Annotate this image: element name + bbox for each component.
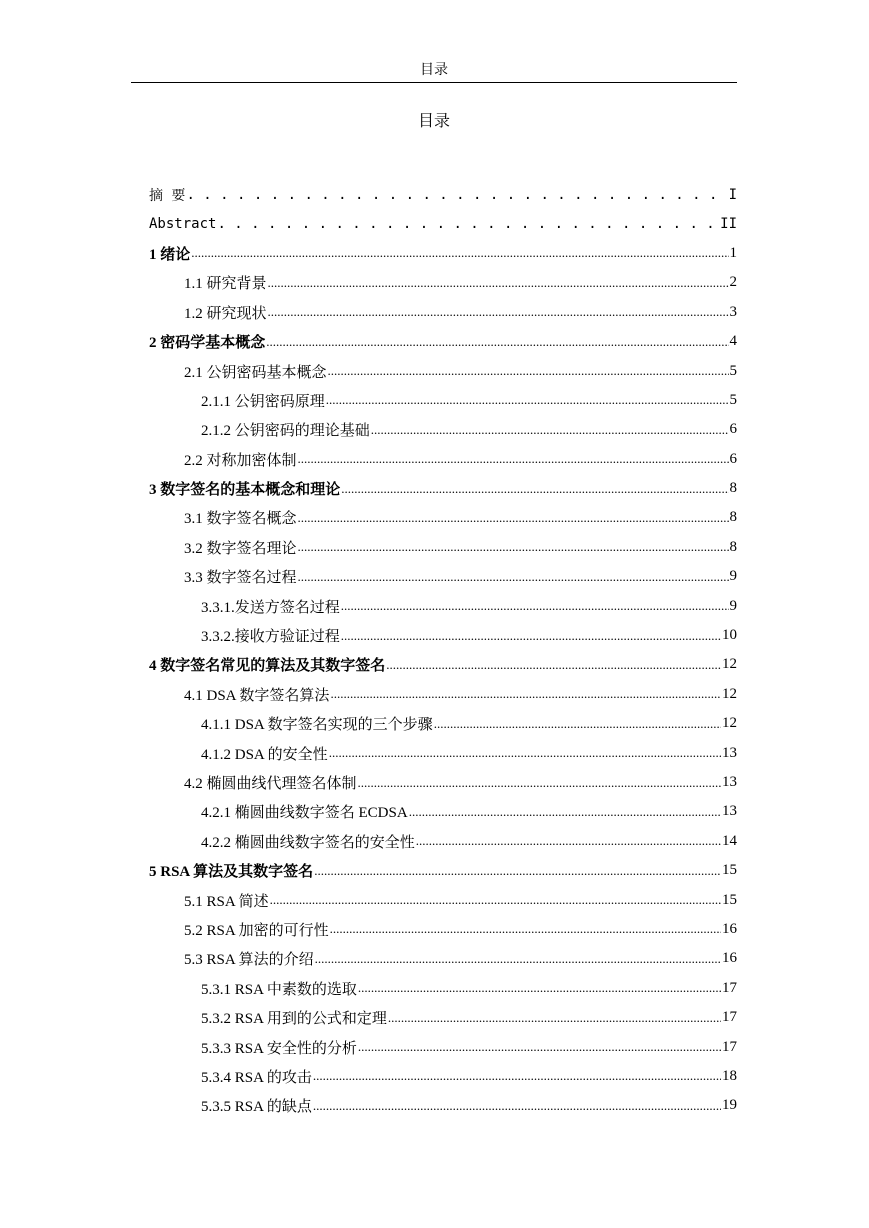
toc-dot-leader [191,245,728,261]
toc-entry-page: 17 [722,1038,737,1055]
toc-entry[interactable] [149,680,737,709]
toc-entry-title: 3.3.2.接收方验证过程 [201,629,340,646]
toc-dot-leader [371,422,729,438]
toc-entry[interactable] [149,797,737,826]
toc-entry[interactable] [149,591,737,620]
toc-entry-page: 12 [722,715,737,732]
toc-entry-page: 8 [729,509,737,526]
toc-entry-page: 6 [729,421,737,438]
toc-entry-page: 5 [729,362,737,379]
toc-dot-leader [386,657,721,673]
toc-entry-page: 9 [729,597,737,614]
toc-entry[interactable] [149,386,737,415]
toc-entry[interactable] [149,827,737,856]
toc-entry-title: 5.3.1 RSA 中素数的选取 [201,981,357,998]
toc-dot-leader [434,716,721,732]
toc-entry-title: 4.2.2 椭圆曲线数字签名的安全性 [201,834,415,851]
toc-entry-page: 12 [722,685,737,702]
toc-entry-title: 4.1 DSA 数字签名算法 [184,687,330,704]
toc-entry[interactable] [149,974,737,1003]
toc-entry[interactable] [149,621,737,650]
toc-entry-title: 4.1.1 DSA 数字签名实现的三个步骤 [201,717,433,734]
toc-dot-leader [313,1098,721,1114]
toc-entry-page: 6 [729,450,737,467]
toc-entry[interactable] [149,1091,737,1120]
toc-dot-leader [341,598,729,614]
toc-entry-page: 9 [729,568,737,585]
toc-entry-title: 摘 要 [149,187,186,204]
toc-entry[interactable] [149,268,737,297]
toc-entry-title: 2.2 对称加密体制 [184,452,297,469]
toc-dot-leader [314,863,721,879]
toc-dot-leader [315,951,721,967]
toc-dot-leader [326,392,729,408]
toc-entry[interactable] [149,445,737,474]
toc-entry-title: 2.1 公钥密码基本概念 [184,364,327,381]
toc-entry[interactable] [149,503,737,532]
toc-entry-page: 17 [722,1009,737,1026]
toc-entry-title: 3 数字签名的基本概念和理论 [149,482,341,499]
toc-entry-title: 2.1.1 公钥密码原理 [201,393,325,410]
toc-entry[interactable] [149,180,737,209]
toc-entry-page: 16 [722,950,737,967]
toc-dot-leader [330,921,721,937]
toc-entry[interactable] [149,1003,737,1032]
toc-entry-title: 3.3 数字签名过程 [184,570,297,587]
toc-entry[interactable] [149,327,737,356]
toc-entry[interactable] [149,209,737,238]
toc-entry-page: 13 [722,774,737,790]
toc-entry-page: 13 [722,744,737,761]
toc-entry-page: 18 [722,1067,737,1084]
toc-entry[interactable] [149,944,737,973]
toc-dot-leader [298,510,729,526]
toc-entry[interactable] [149,562,737,591]
toc-dot-leader [388,1010,721,1026]
toc-entry-page: 2 [729,274,737,291]
toc-dot-leader [358,980,721,996]
toc-dot-leader [341,481,728,497]
toc-entry-page: 12 [722,656,737,673]
toc-entry-page: 15 [722,862,737,879]
toc-dot-leader [328,363,729,379]
toc-entry-title: 3.3.1.发送方签名过程 [201,599,340,616]
toc-entry[interactable] [149,298,737,327]
toc-dot-leader [298,451,729,467]
toc-entry-page: 15 [722,891,737,908]
page-title: 目录 [417,113,450,130]
toc-dot-leader [268,275,729,291]
toc-entry-title: 5.3.5 RSA 的缺点 [201,1099,312,1116]
toc-entry-page: II [720,216,737,233]
toc-entry-title: 4.1.2 DSA 的安全性 [201,746,328,763]
toc-entry[interactable] [149,650,737,679]
toc-entry-title: 1.1 研究背景 [184,276,267,293]
toc-dot-leader [186,187,727,203]
toc-dot-leader [329,745,721,761]
toc-entry-page: 14 [722,832,737,849]
toc-dot-leader [341,628,721,644]
toc-entry-page: 3 [729,303,737,320]
toc-dot-leader [358,1039,721,1055]
toc-entry-title: 5 RSA 算法及其数字签名 [149,864,314,881]
toc-entry-title: Abstract [149,216,217,233]
toc-dot-leader [270,892,721,908]
toc-entry-title: 2 密码学基本概念 [149,335,266,352]
table-of-contents [149,180,737,1121]
toc-entry-page: 8 [729,480,737,497]
toc-entry-page: I [728,186,737,203]
toc-entry-title: 2.1.2 公钥密码的理论基础 [201,423,370,440]
toc-entry-page: 17 [722,979,737,996]
toc-dot-leader [217,216,719,232]
toc-entry-page: 4 [729,333,737,350]
toc-entry[interactable] [149,415,737,444]
toc-dot-leader [298,539,729,555]
toc-entry-page: 5 [729,391,737,408]
toc-dot-leader [416,833,721,849]
toc-entry-title: 5.2 RSA 加密的可行性 [184,922,329,939]
toc-dot-leader [358,775,721,791]
toc-entry-page: 8 [729,538,737,555]
toc-entry-title: 5.3.2 RSA 用到的公式和定理 [201,1011,387,1028]
toc-entry-title: 5.3.3 RSA 安全性的分析 [201,1040,357,1057]
toc-entry-title: 1 绪论 [149,246,191,263]
running-header: 目录 [420,63,448,78]
toc-entry[interactable] [149,239,737,268]
toc-entry[interactable] [149,856,737,885]
toc-entry[interactable] [149,474,737,503]
toc-entry[interactable] [149,1032,737,1061]
toc-entry[interactable] [149,768,737,797]
toc-entry[interactable] [149,356,737,385]
toc-entry[interactable] [149,533,737,562]
toc-dot-leader [266,334,728,350]
toc-entry[interactable] [149,915,737,944]
toc-dot-leader [298,569,729,585]
toc-entry-page: 19 [722,1097,737,1114]
toc-dot-leader [409,804,721,820]
toc-entry-title: 4.2.1 椭圆曲线数字签名 ECDSA [201,805,408,822]
toc-entry[interactable] [149,738,737,767]
header-rule [131,82,737,83]
toc-entry-page: 1 [729,244,737,261]
toc-entry-title: 4.2 椭圆曲线代理签名体制 [184,776,357,792]
toc-entry-title: 4 数字签名常见的算法及其数字签名 [149,658,386,675]
toc-entry-title: 5.3 RSA 算法的介绍 [184,952,314,969]
toc-entry-title: 1.2 研究现状 [184,305,267,322]
toc-entry-page: 10 [722,627,737,644]
toc-entry-title: 3.1 数字签名概念 [184,511,297,528]
toc-entry-title: 5.3.4 RSA 的攻击 [201,1069,312,1086]
toc-dot-leader [313,1068,721,1084]
toc-entry-page: 16 [722,920,737,937]
toc-dot-leader [268,304,729,320]
toc-dot-leader [330,686,721,702]
toc-entry-page: 13 [722,803,737,820]
toc-entry[interactable] [149,885,737,914]
toc-entry-title: 3.2 数字签名理论 [184,540,297,557]
toc-entry[interactable] [149,709,737,738]
toc-entry-title: 5.1 RSA 简述 [184,893,269,910]
toc-entry[interactable] [149,1062,737,1091]
